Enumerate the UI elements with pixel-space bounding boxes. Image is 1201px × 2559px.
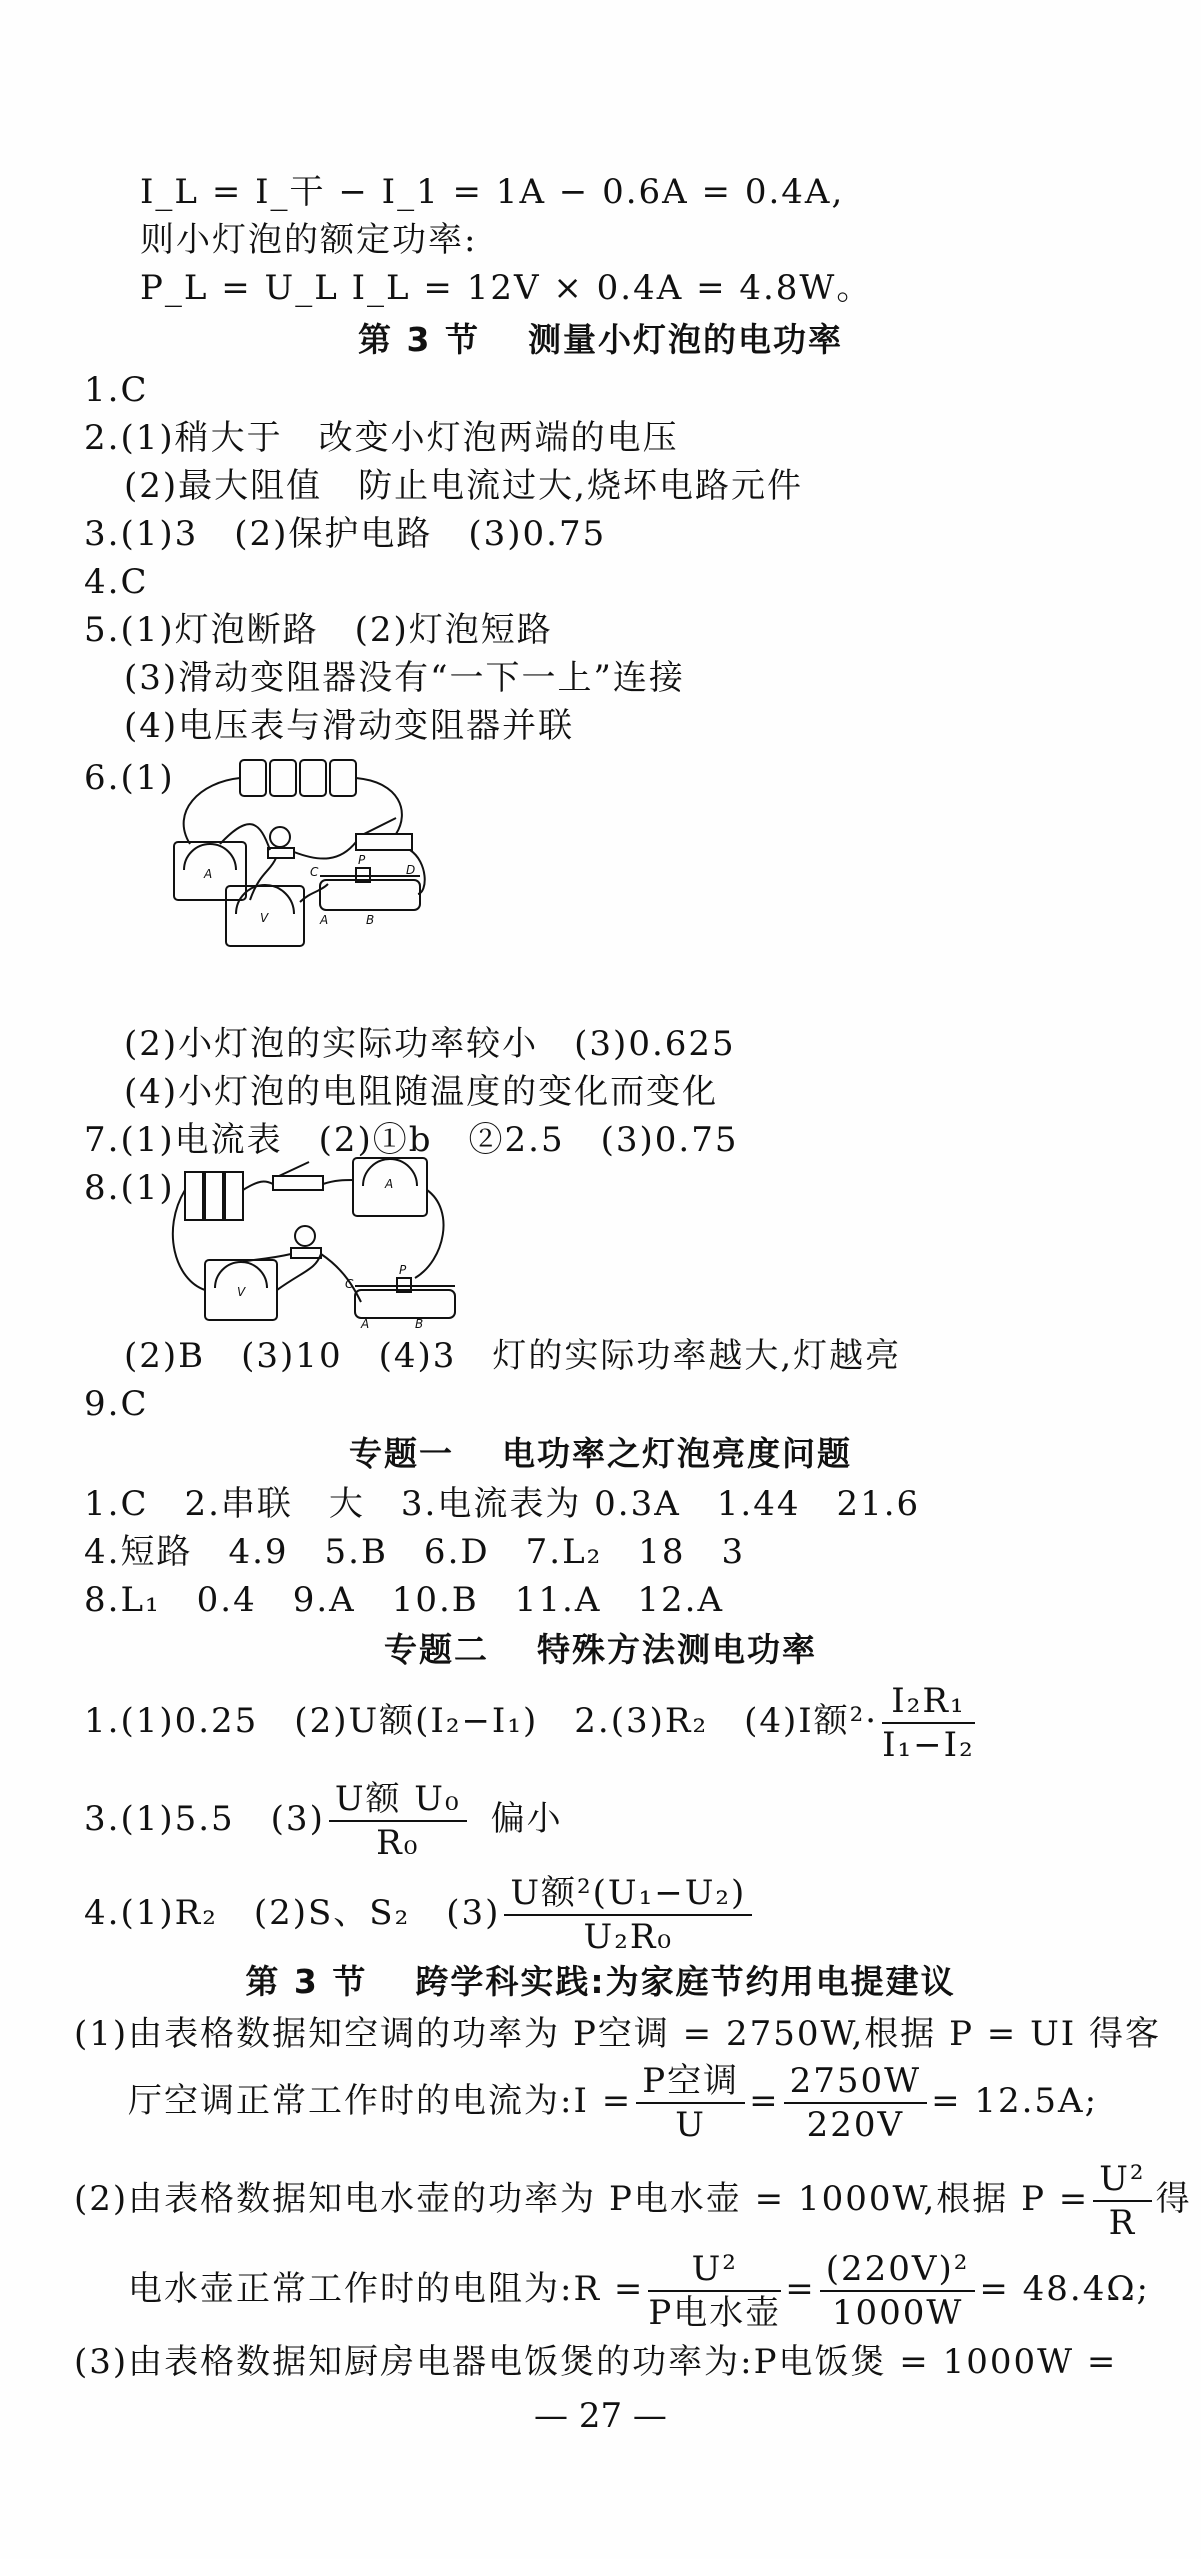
- topic-2-line-2-result: 偏小: [490, 1799, 563, 1839]
- svg-text:A: A: [320, 913, 329, 927]
- fraction-denominator: U₂R₀: [583, 1917, 674, 1957]
- answer-8-part2: (2)B (3)10 (4)3 灯的实际功率越大,灯越亮: [124, 1336, 902, 1376]
- practice-part-1-line-2: [128, 2060, 1098, 2146]
- practice-part-2-result: = 48.4Ω;: [979, 2269, 1151, 2309]
- circuit-diagram-2: [165, 1150, 465, 1330]
- fraction-denominator: 1000W: [831, 2293, 964, 2333]
- svg-text:C: C: [345, 1277, 354, 1291]
- answer-6-part2: (2)小灯泡的实际功率较小 (3)0.625: [124, 1024, 736, 1064]
- fraction-denominator: R: [1108, 2203, 1137, 2243]
- practice-part-2-text: (2)由表格数据知电水壶的功率为 P电水壶 = 1000W,根据 P =: [74, 2179, 1090, 2219]
- fraction-numerator: (220V)²: [820, 2248, 976, 2292]
- topic-2-line-3-fraction: [504, 1872, 752, 1958]
- practice-part-1-fraction-2: [784, 2060, 927, 2146]
- equals-sign: =: [785, 2269, 816, 2309]
- fraction-denominator: R₀: [376, 1823, 420, 1863]
- fraction-numerator: U额 U₀: [329, 1778, 467, 1822]
- calc-line-1: I_L = I_干 − I_1 = 1A − 0.6A = 0.4A,: [140, 172, 845, 212]
- topic-2-heading: [0, 1628, 1201, 1672]
- fraction-numerator: U²: [648, 2248, 781, 2292]
- svg-text:V: V: [237, 1285, 246, 1299]
- topic-1-line-3: 8.L₁ 0.4 9.A 10.B 11.A 12.A: [84, 1580, 725, 1620]
- topic-2-title: 特殊方法测电功率: [537, 1630, 817, 1669]
- topic-2-line-2: [84, 1778, 563, 1864]
- svg-text:C: C: [310, 865, 319, 879]
- practice-part-2-line-1: [74, 2158, 1192, 2244]
- practice-part-2-fraction: [1093, 2158, 1151, 2244]
- fraction-numerator: 2750W: [784, 2060, 927, 2104]
- practice-part-1-fraction-1: [636, 2060, 745, 2146]
- answer-2-part1: 2.(1)稍大于 改变小灯泡两端的电压: [84, 418, 679, 458]
- section-3-number: 第 3 节: [358, 320, 480, 359]
- svg-text:P: P: [399, 1263, 407, 1277]
- section-3-heading: [0, 318, 1201, 362]
- practice-part-2-fraction-1: [648, 2248, 781, 2334]
- fraction-numerator: U额²(U₁−U₂): [504, 1872, 752, 1916]
- fraction-denominator: I₁−I₂: [882, 1725, 975, 1765]
- fraction-numerator: P空调: [636, 2060, 745, 2104]
- section-3b-number: 第 3 节: [245, 1962, 368, 2001]
- practice-part-1-line-1: (1)由表格数据知空调的功率为 P空调 = 2750W,根据 P = UI 得客: [74, 2014, 1161, 2054]
- fraction-numerator: U²: [1093, 2158, 1151, 2202]
- topic-2-line-3-text: 4.(1)R₂ (2)S、S₂ (3): [84, 1893, 501, 1933]
- topic-2-line-3: [84, 1872, 756, 1958]
- answer-5-part4: (4)电压表与滑动变阻器并联: [124, 706, 575, 746]
- practice-part-3-line-1: (3)由表格数据知厨房电器电饭煲的功率为:P电饭煲 = 1000W =: [74, 2342, 1118, 2382]
- answer-9: 9.C: [84, 1384, 149, 1424]
- section-3-title: 测量小灯泡的电功率: [527, 320, 843, 359]
- fraction-denominator: U: [675, 2105, 706, 2145]
- answer-2-part2: (2)最大阻值 防止电流过大,烧坏电路元件: [124, 466, 803, 506]
- topic-2-line-2-fraction: [329, 1778, 467, 1864]
- answer-1: 1.C: [84, 370, 149, 410]
- fraction-denominator: P电水壶: [648, 2293, 782, 2333]
- practice-part-2-line-2: [128, 2248, 1150, 2334]
- fraction-denominator: 220V: [806, 2105, 905, 2145]
- circuit-diagram-1: [160, 752, 430, 952]
- equals-sign: =: [749, 2081, 780, 2121]
- svg-text:B: B: [366, 913, 375, 927]
- topic-1-title: 电功率之灯泡亮度问题: [502, 1434, 852, 1473]
- section-3b-title: 跨学科实践:为家庭节约用电提建议: [415, 1962, 956, 2001]
- fraction-numerator: I₂R₁: [882, 1680, 975, 1724]
- answer-5-part1: 5.(1)灯泡断路 (2)灯泡短路: [84, 610, 553, 650]
- topic-2-label: 专题二: [384, 1630, 489, 1669]
- topic-1-line-1: 1.C 2.串联 大 3.电流表为 0.3A 1.44 21.6: [84, 1484, 921, 1524]
- answer-4: 4.C: [84, 562, 149, 602]
- practice-part-2-end: 得: [1155, 2179, 1192, 2219]
- topic-1-line-2: 4.短路 4.9 5.B 6.D 7.L₂ 18 3: [84, 1532, 746, 1572]
- calc-line-3: P_L = U_L I_L = 12V × 0.4A = 4.8W。: [140, 268, 873, 308]
- topic-1-heading: [0, 1432, 1201, 1476]
- section-3b-heading: [0, 1960, 1201, 2004]
- svg-text:A: A: [204, 867, 213, 881]
- svg-text:A: A: [385, 1177, 394, 1191]
- page-number: — 27 —: [534, 2396, 667, 2436]
- practice-part-1-prefix: 厅空调正常工作时的电流为:I =: [128, 2081, 633, 2121]
- answer-8-label: 8.(1): [84, 1168, 175, 1208]
- practice-part-1-result: = 12.5A;: [931, 2081, 1099, 2121]
- practice-part-2-prefix: 电水壶正常工作时的电阻为:R =: [128, 2269, 645, 2309]
- topic-2-line-2-text: 3.(1)5.5 (3): [84, 1799, 325, 1839]
- svg-text:A: A: [361, 1317, 370, 1330]
- answer-6-part4: (4)小灯泡的电阻随温度的变化而变化: [124, 1072, 719, 1112]
- topic-1-label: 专题一: [349, 1434, 454, 1473]
- topic-2-line-1-fraction: [882, 1680, 975, 1766]
- answer-3: 3.(1)3 (2)保护电路 (3)0.75: [84, 514, 607, 554]
- practice-part-2-fraction-2: [820, 2248, 976, 2334]
- svg-text:B: B: [415, 1317, 424, 1330]
- topic-2-line-1: [84, 1680, 979, 1766]
- topic-2-line-1-text: 1.(1)0.25 (2)U额(I₂−I₁) 2.(3)R₂ (4)I额²·: [84, 1701, 879, 1741]
- answer-5-part3: (3)滑动变阻器没有“一下一上”连接: [124, 658, 685, 698]
- svg-text:D: D: [406, 863, 416, 877]
- svg-text:P: P: [358, 853, 366, 867]
- svg-text:V: V: [260, 911, 269, 925]
- answer-6-label: 6.(1): [84, 758, 175, 798]
- calc-line-2: 则小灯泡的额定功率:: [140, 220, 478, 260]
- answer-7: 7.(1)电流表 (2)①b ②2.5 (3)0.75: [84, 1120, 739, 1160]
